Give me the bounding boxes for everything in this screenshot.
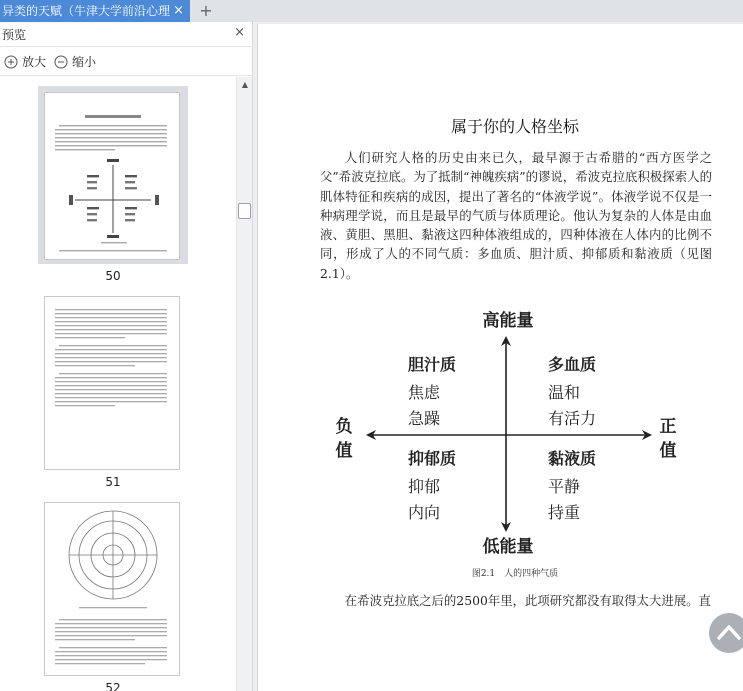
document-viewer[interactable] <box>253 22 743 691</box>
document-page <box>257 24 743 691</box>
zoom-in-button[interactable] <box>4 54 46 70</box>
axis-label-bottom: 低能量 <box>482 537 534 557</box>
quadrant-trait: 焦虑 <box>408 383 441 402</box>
axis-label-right: 正 <box>659 417 677 437</box>
back-to-top-button[interactable] <box>709 613 743 653</box>
preview-panel-title: 预览 <box>2 28 27 42</box>
preview-close-icon[interactable]: × <box>234 25 245 40</box>
page-title: 属于你的人格坐标 <box>450 117 579 136</box>
thumbnail-content <box>45 93 180 260</box>
zoom-out-icon <box>54 55 68 69</box>
zoom-in-icon <box>4 55 18 69</box>
thumbnail-page-number: 51 <box>105 475 121 489</box>
quadrant-name: 抑郁质 <box>408 449 457 468</box>
quadrant-trait: 内向 <box>408 503 441 522</box>
scroll-up-icon[interactable]: ▲ <box>241 80 249 89</box>
temperament-diagram <box>326 304 686 566</box>
figure-caption: 图2.1 人的四种气质 <box>471 569 559 579</box>
thumbnail-image <box>44 296 180 470</box>
zoom-out-button[interactable] <box>54 54 96 70</box>
quadrant-name: 黏液质 <box>548 449 597 468</box>
quadrant-name: 胆汁质 <box>408 355 457 374</box>
thumbnail-scrollbar[interactable] <box>236 77 252 691</box>
quadrant-trait: 急躁 <box>408 409 441 428</box>
scrollbar-thumb[interactable] <box>238 203 251 219</box>
chevron-up-icon <box>709 613 743 653</box>
thumbnail-page-number: 52 <box>105 681 121 691</box>
body-paragraph: 人们研究人格的历史由来已久，最早源于古希腊的“西方医学之父”希波克拉底。为了抵制“神魄疾病”的谬说，希波克拉底积极探索人的肌体特征和疾病的成因，提出了著名的“体液学说”。体液学说不仅是一种病理学说，而且是最早的气质与体质理论。他认为复杂的人体是由血液、黄胆、黑胆、黏液这四种体液组成的，四种体液在人体内的比例不同，形成了人的不同气质：多血质、胆汁质、抑郁质和黏液质（见图2.1）。 <box>320 150 712 281</box>
thumbnail-page-50[interactable] <box>38 86 188 264</box>
document-tab[interactable] <box>0 0 190 22</box>
zoom-out-label: 缩小 <box>72 55 97 69</box>
tab-bar <box>0 0 743 22</box>
thumbnail-image <box>44 502 180 676</box>
quadrant-trait: 抑郁 <box>408 477 441 496</box>
axis-label-left: 值 <box>335 441 353 461</box>
thumbnail-list <box>0 77 236 691</box>
quadrant-trait: 持重 <box>548 503 581 522</box>
tab-close-icon[interactable]: × <box>173 3 184 18</box>
preview-panel <box>0 22 253 691</box>
zoom-in-label: 放大 <box>22 55 47 69</box>
quadrant-trait: 温和 <box>548 383 581 402</box>
tab-title: 异类的天赋（牛津大学前沿心理 <box>2 4 171 18</box>
axis-label-top: 高能量 <box>482 311 534 331</box>
quadrant-trait: 平静 <box>548 477 581 496</box>
thumbnail-content <box>45 297 180 470</box>
quadrant-trait: 有活力 <box>548 409 597 428</box>
thumbnail-image <box>44 92 180 260</box>
preview-panel-header <box>0 22 253 47</box>
thumbnail-page-51[interactable] <box>38 292 188 472</box>
quadrant-name: 多血质 <box>548 355 597 374</box>
thumbnail-page-number: 50 <box>105 269 121 283</box>
body-paragraph: 在希波克拉底之后的2500年里，此项研究都没有取得太大进展。直 <box>344 593 711 608</box>
thumbnail-page-52[interactable] <box>38 498 188 678</box>
axis-label-left: 负 <box>335 417 353 437</box>
zoom-toolbar <box>0 48 253 76</box>
thumbnail-content <box>45 503 180 676</box>
axis-label-right: 值 <box>659 441 677 461</box>
new-tab-button[interactable]: + <box>199 1 213 20</box>
